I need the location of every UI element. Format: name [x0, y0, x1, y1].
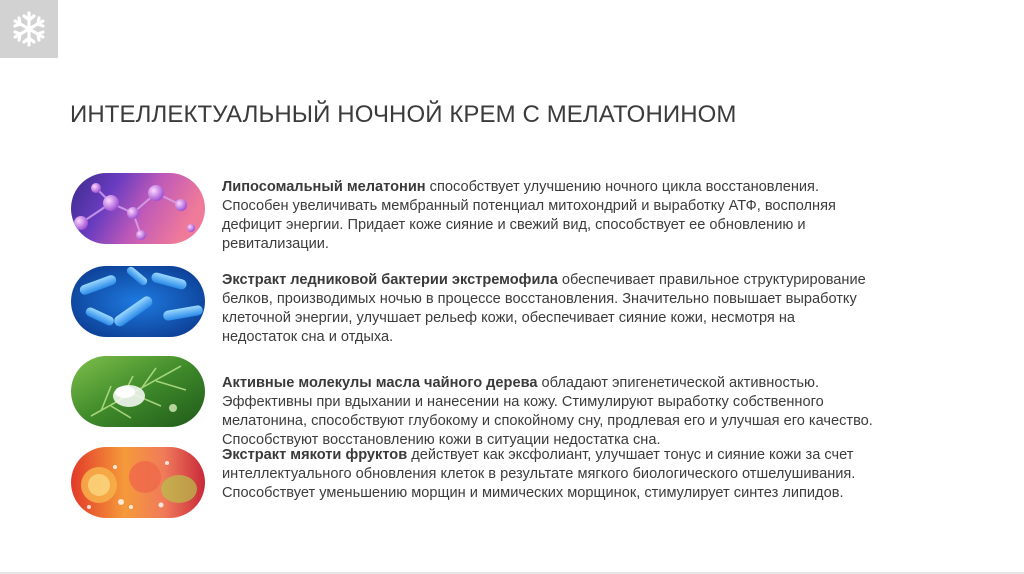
- molecule-image: [71, 173, 205, 244]
- item-line: ревитализации.: [222, 236, 329, 252]
- item-line: мелатонина, способствуют глубокому и спокойному сну, продлевая его и улучшая его качество.: [222, 413, 873, 429]
- item-title-3: Активные молекулы масла чайного дерева: [222, 375, 538, 391]
- item-text-3: [222, 374, 922, 450]
- fruit-pulp-image: [71, 447, 205, 518]
- item-line: действует как эксфолиант, улучшает тонус и сияние кожи за счет: [407, 447, 854, 463]
- item-title-4: Экстракт мякоти фруктов: [222, 447, 408, 463]
- item-line: обеспечивает правильное структурирование: [557, 272, 866, 288]
- item-line: дефицит энергии. Придает коже сияние и свежий вид, способствует ее обновлению и: [222, 217, 806, 233]
- item-line: интеллектуального обновления клеток в результате мягкого биологического отшелушивания.: [222, 466, 856, 482]
- bacteria-image: [71, 266, 205, 337]
- logo-tile: [0, 0, 58, 58]
- item-line: Эффективны при вдыхании и нанесении на кожу. Стимулируют выработку собственного: [222, 394, 824, 410]
- item-line: обладают эпигенетической активностью.: [537, 375, 820, 391]
- item-line: недостаток сна и отдыха.: [222, 329, 394, 345]
- item-title-1: Липосомальный мелатонин: [222, 179, 426, 195]
- item-line: клеточной энергии, улучшает рельеф кожи, обеспечивает сияние кожи, несмотря на: [222, 310, 796, 326]
- snowflake-logo-icon: [9, 9, 49, 49]
- item-line: Способен увеличивать мембранный потенциал митохондрий и выработку АТФ, восполняя: [222, 198, 836, 214]
- item-line: способствует улучшению ночного цикла восстановления.: [425, 179, 819, 195]
- item-line: белков, производимых ночью в процессе восстановления. Значительно повышает выработку: [222, 291, 857, 307]
- item-text-1: [222, 178, 922, 254]
- item-line: Способствует уменьшению морщин и мимических морщинок, стимулирует синтез липидов.: [222, 485, 844, 501]
- tea-tree-image: [71, 356, 205, 427]
- page-title: ИНТЕЛЛЕКТУАЛЬНЫЙ НОЧНОЙ КРЕМ С МЕЛАТОНИНОМ: [70, 101, 737, 128]
- item-text-2: [222, 271, 922, 347]
- item-title-2: Экстракт ледниковой бактерии экстремофила: [222, 272, 558, 288]
- item-text-4: [222, 446, 922, 503]
- item-line: Способствуют восстановлению кожи в ситуации недостатка сна.: [222, 432, 661, 448]
